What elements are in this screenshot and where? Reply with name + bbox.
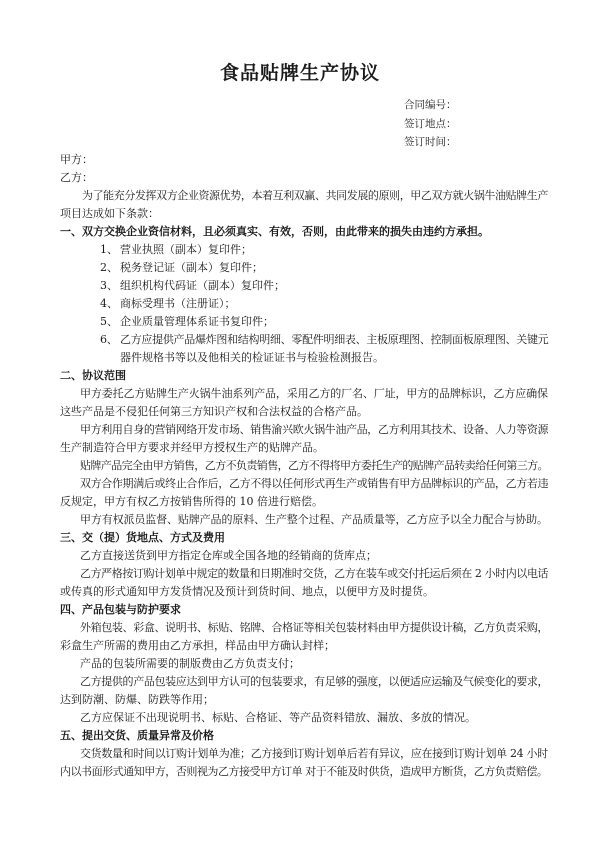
paragraph-line: 反规定，甲方有权乙方按销售所得的 10 倍进行赔偿。 xyxy=(60,495,323,508)
list-item-text: 商标受理书（注册证）； xyxy=(120,297,236,310)
paragraph-line: 贴牌产品完全由甲方销售，乙方不负责销售，乙方不得将甲方委托生产的贴牌产品转卖给任何第三方。 xyxy=(80,459,548,472)
section-heading: 二、协议范围 xyxy=(60,369,126,382)
intro-line: 项目达成如下条款： xyxy=(60,207,159,220)
paragraph-line: 甲方利用自身的营销网络开发市场、销售渝兴欧火锅牛油产品，乙方利用其技术、设备、人力等资源 xyxy=(80,423,549,436)
section-heading: 三、交（提）货地点、方式及费用 xyxy=(60,531,225,544)
paragraph-line: 或传真的形式通知甲方发货情况及预计到货时间、地点，以便甲方及时提货。 xyxy=(60,585,434,598)
paragraph-line: 产品的包装所需要的制版费由乙方负责支付； xyxy=(80,657,300,670)
paragraph-line: 甲方有权派员监督、贴牌产品的原料、生产整个过程、产品质量等，乙方应予以全力配合与协助。 xyxy=(80,513,548,526)
list-item-text: 企业质量管理体系证书复印件； xyxy=(120,315,274,328)
paragraph-line: 乙方直接送货到甲方指定仓库或全国各地的经销商的货库点； xyxy=(80,549,377,562)
list-item xyxy=(100,315,274,329)
list-item xyxy=(100,333,548,347)
sign-place-label: 签订地点： xyxy=(404,118,457,130)
list-item xyxy=(100,279,285,293)
list-item-number: 4、 xyxy=(100,297,118,310)
list-item xyxy=(100,297,236,311)
section-heading: 一、双方交换企业资信材料，且必须真实、有效，否则，由此带来的损失由违约方承担。 xyxy=(60,225,489,238)
list-item-continuation: 器件规格书等以及他相关的检证证书与检验检测报告。 xyxy=(120,351,384,364)
party-a-label: 甲方： xyxy=(60,153,93,166)
paragraph-line: 生产制造符合甲方要求并经甲方授权生产的贴牌产品。 xyxy=(60,441,324,454)
paragraph-line: 彩盒生产所需的费用由乙方承担，样品由甲方确认封样； xyxy=(60,639,335,652)
list-item xyxy=(100,261,263,275)
list-item-text: 税务登记证（副本）复印件； xyxy=(120,261,263,274)
section-heading: 五、提出交货、质量异常及价格 xyxy=(60,729,214,742)
list-item-text: 组织机构代码证（副本）复印件； xyxy=(120,279,285,292)
paragraph-line: 乙方严格按订购计划单中规定的数量和日期准时交货，乙方在装车或交付托运后须在 2 小时内以电话 xyxy=(80,567,549,580)
paragraph-line: 交货数量和时间以订购计划单为准；乙方接到订购计划单后若有异议，应在接到订购计划单 24 小时 xyxy=(80,747,548,760)
paragraph-line: 双方合作期满后或终止合作后，乙方不得以任何形式再生产或销售有甲方品牌标识的产品，乙方若违 xyxy=(80,477,549,490)
list-item-number: 6、 xyxy=(100,333,118,346)
list-item-number: 5、 xyxy=(100,315,118,328)
paragraph-line: 这些产品是不侵犯任何第三方知识产权和合法权益的合格产品。 xyxy=(60,405,368,418)
list-item-text: 乙方应提供产品爆炸图和结构明细、零配件明细表、主板原理图、控制面板原理图、关键元 xyxy=(120,333,549,346)
paragraph-line: 乙方提供的产品包装应达到甲方认可的包装要求，有足够的强度，以便适应运输及气候变化的要求， xyxy=(80,675,549,688)
paragraph-line: 达到防潮、防爆、防跌等作用； xyxy=(60,693,214,706)
sign-time-label: 签订时间： xyxy=(404,136,457,148)
paragraph-line: 外箱包装、彩盒、说明书、标贴、铭牌、合格证等相关包装材料由甲方提供设计稿，乙方负责采购， xyxy=(80,621,549,634)
list-item-number: 3、 xyxy=(100,279,118,292)
section-heading: 四、产品包装与防护要求 xyxy=(60,603,181,616)
paragraph-line: 乙方应保证不出现说明书、标贴、合格证、等产品资料错放、漏放、多放的情况。 xyxy=(80,711,476,724)
list-item xyxy=(100,243,252,257)
list-item-number: 1、 xyxy=(100,243,118,256)
list-item-text: 营业执照（副本）复印件； xyxy=(120,243,252,256)
paragraph-line: 内以书面形式通知甲方，否则视为乙方接受甲方订单 对于不能及时供货，造成甲方断货，乙方负责赔偿。 xyxy=(60,765,548,778)
page-title: 食品贴牌生产协议 xyxy=(219,62,380,84)
party-b-label: 乙方： xyxy=(60,171,93,184)
contract-number-label: 合同编号： xyxy=(404,99,457,111)
list-item-number: 2、 xyxy=(100,261,118,274)
intro-line: 为了能充分发挥双方企业资源优势，本着互利双赢、共同发展的原则，甲乙双方就火锅牛油贴牌生产 xyxy=(82,189,548,202)
paragraph-line: 甲方委托乙方贴牌生产火锅牛油系列产品，采用乙方的厂名、厂址，甲方的品牌标识，乙方应确保 xyxy=(80,387,548,400)
